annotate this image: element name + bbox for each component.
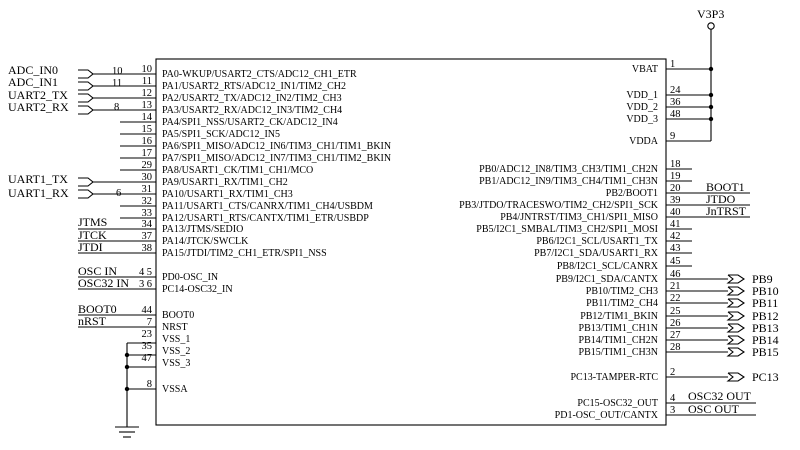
- net-uart1-rx: UART1_RX: [8, 186, 69, 200]
- right-pin-label: PB1/ADC12_IN9/TIM3_CH4/TIM1_CH3N: [479, 176, 658, 187]
- left-pin-label: PA15/JTDI/TIM2_CH1_ETR/SPI1_NSS: [162, 248, 327, 259]
- junction-dot: [125, 365, 129, 369]
- right-pin-label: PB8/I2C1_SCL/CANRX: [556, 261, 658, 272]
- right-pin-number: 40: [670, 207, 681, 218]
- left-pin-number: 37: [141, 231, 152, 242]
- net-jtdi: JTDI: [78, 240, 103, 254]
- net-pb13: PB13: [752, 321, 779, 335]
- net-jtdo: JTDO: [706, 192, 736, 206]
- net-adc-in1: ADC_IN1: [8, 75, 58, 89]
- power-pin-label: VDD_1: [626, 90, 658, 101]
- right-pin-number: 22: [670, 293, 681, 304]
- net-adc-in0: ADC_IN0: [8, 63, 58, 77]
- junction-dot: [125, 387, 129, 391]
- left-pin-label: PA5/SPI1_SCK/ADC12_IN5: [162, 129, 280, 140]
- right-pin-number: 4: [670, 393, 676, 404]
- wire-index-label: 6: [116, 188, 122, 199]
- left-pin-label: PA13/JTMS/SEDIO: [162, 224, 244, 235]
- left-pin-label: PA9/USART1_RX/TIM1_CH2: [162, 177, 288, 188]
- right-pin-label: PB2/BOOT1: [605, 188, 658, 199]
- power-pin-number: 36: [670, 97, 681, 108]
- left-pin-label: PA11/USART1_CTS/CANRX/TIM1_CH4/USBDM: [162, 201, 373, 212]
- net-boot0: BOOT0: [78, 302, 117, 316]
- net-osc-in: OSC IN: [78, 264, 118, 278]
- left-pin-label: PA3/USART2_RX/ADC12_IN3/TIM2_CH4: [162, 105, 343, 116]
- net-jtck: JTCK: [78, 228, 107, 242]
- left-pin-number: 6: [146, 279, 152, 290]
- right-pin-number: 42: [670, 231, 681, 242]
- right-pin-number: 41: [670, 219, 681, 230]
- wire-index-label: 11: [112, 78, 123, 89]
- left-pin-number: 32: [141, 196, 152, 207]
- left-pin-number: 10: [141, 64, 152, 75]
- left-pin-label: PC14-OSC32_IN: [162, 284, 233, 295]
- net-pb9: PB9: [752, 272, 773, 286]
- left-pin-number: 14: [141, 112, 152, 123]
- right-pin-label: PB10/TIM2_CH3: [585, 286, 658, 297]
- left-pin-number: 44: [141, 305, 152, 316]
- net-jntrst: JnTRST: [706, 204, 747, 218]
- net-osc32-in: OSC32 IN: [78, 276, 130, 290]
- v3p3-label: V3P3: [697, 7, 725, 21]
- net-pb10: PB10: [752, 284, 779, 298]
- power-pin-label: VDD_3: [626, 114, 658, 125]
- right-pin-number: 45: [670, 256, 681, 267]
- left-pin-label: BOOT0: [162, 310, 195, 321]
- right-pin-number: 26: [670, 318, 681, 329]
- left-pin-label: PA7/SPI1_MISO/ADC12_IN7/TIM3_CH1/TIM2_BKIN: [162, 153, 392, 164]
- left-pin-number: 38: [141, 243, 152, 254]
- right-pin-number: 3: [670, 405, 676, 416]
- left-net-labels: [8, 63, 156, 328]
- right-pin-number: 39: [670, 195, 681, 206]
- junction-dot: [125, 353, 129, 357]
- right-pin-label: PB7/I2C1_SDA/USART1_RX: [534, 248, 658, 259]
- right-pin-label: PB15/TIM1_CH3N: [578, 347, 658, 358]
- left-pin-number: 30: [141, 172, 152, 183]
- wire-index-label: 4: [139, 267, 145, 278]
- left-pin-number: 29: [141, 160, 152, 171]
- net-osc32-out: OSC32 OUT: [688, 389, 752, 403]
- wire-index-label: 3: [139, 279, 145, 290]
- net-boot1: BOOT1: [706, 180, 745, 194]
- left-pin-label: VSS_1: [162, 334, 191, 345]
- right-net-labels: [666, 180, 779, 416]
- left-pin-label: VSSA: [162, 384, 188, 395]
- right-pin-number: 19: [670, 171, 681, 182]
- right-pin-label: PB11/TIM2_CH4: [586, 298, 658, 309]
- left-pin-number: 33: [141, 208, 152, 219]
- net-pb11: PB11: [752, 296, 779, 310]
- net-pc13: PC13: [752, 370, 779, 384]
- right-pin-number: 46: [670, 269, 681, 280]
- net-jtms: JTMS: [78, 215, 108, 229]
- right-pin-number: 18: [670, 159, 681, 170]
- pin-layer: [120, 59, 711, 421]
- right-pin-label: PB0/ADC12_IN8/TIM3_CH3/TIM1_CH2N: [479, 164, 658, 175]
- net-pb15: PB15: [752, 345, 779, 359]
- right-pin-label: PC13-TAMPER-RTC: [570, 372, 658, 383]
- right-pin-number: 43: [670, 243, 681, 254]
- left-pin-number: 35: [141, 341, 152, 352]
- left-pin-number: 11: [141, 76, 152, 87]
- right-pin-number: 25: [670, 306, 681, 317]
- left-pin-label: PA12/USART1_RTS/CANTX/TIM1_ETR/USBDP: [162, 213, 369, 224]
- left-pin-number: 47: [141, 353, 152, 364]
- net-nrst: nRST: [78, 314, 107, 328]
- wire-index-label: 8: [114, 102, 120, 113]
- power-pin-label: VDD_2: [626, 102, 658, 113]
- net-osc-out: OSC OUT: [688, 402, 740, 416]
- right-pin-number: 28: [670, 342, 681, 353]
- right-pin-label: PB12/TIM1_BKIN: [580, 311, 658, 322]
- right-pin-label: PC15-OSC32_OUT: [577, 398, 658, 409]
- right-pin-number: 20: [670, 183, 681, 194]
- right-pin-label: PB4/JNTRST/TIM3_CH1/SPI1_MISO: [500, 212, 658, 223]
- right-pin-number: 27: [670, 330, 681, 341]
- net-uart2-rx: UART2_RX: [8, 100, 69, 114]
- left-pin-number: 16: [141, 136, 152, 147]
- right-pin-label: PB3/JTDO/TRACESWO/TIM2_CH2/SPI1_SCK: [459, 200, 658, 211]
- power-pin-label: VBAT: [631, 64, 658, 75]
- left-pin-number: 13: [141, 100, 152, 111]
- left-pin-number: 8: [146, 379, 152, 390]
- left-pin-label: PA4/SPI1_NSS/USART2_CK/ADC12_IN4: [162, 117, 338, 128]
- left-pin-label: PA8/USART1_CK/TIM1_CH1/MCO: [162, 165, 314, 176]
- left-pin-label: PA10/USART1_RX/TIM1_CH3: [162, 189, 293, 200]
- power-pin-number: 1: [670, 59, 676, 70]
- left-pin-number: 17: [141, 148, 152, 159]
- net-pb14: PB14: [752, 333, 779, 347]
- left-pin-label: PA0-WKUP/USART2_CTS/ADC12_CH1_ETR: [162, 69, 357, 80]
- left-pin-number: 34: [141, 219, 152, 230]
- ground-symbol-icon: [115, 427, 139, 437]
- right-pin-number: 21: [670, 281, 681, 292]
- left-pin-number: 31: [141, 184, 152, 195]
- power-pin-number: 9: [670, 131, 676, 142]
- net-pb12: PB12: [752, 309, 779, 323]
- right-pin-label: PB5/I2C1_SMBAL/TIM3_CH2/SPI1_MOSI: [476, 224, 658, 235]
- v3p3-power-rail: [697, 7, 724, 141]
- left-pin-label: VSS_2: [162, 346, 191, 357]
- right-pin-label: PB6/I2C1_SCL/USART1_TX: [536, 236, 658, 247]
- right-pin-label: PB9/I2C1_SDA/CANTX: [555, 274, 658, 285]
- left-pin-number: 5: [146, 267, 152, 278]
- right-pin-label: PB14/TIM1_CH2N: [578, 335, 658, 346]
- power-port-icon: [708, 23, 714, 29]
- left-pin-label: PA6/SPI1_MISO/ADC12_IN6/TIM3_CH1/TIM1_BKIN: [162, 141, 392, 152]
- net-uart1-tx: UART1_TX: [8, 172, 68, 186]
- left-pin-label: PA14/JTCK/SWCLK: [162, 236, 249, 247]
- left-pin-label: PA1/USART2_RTS/ADC12_IN1/TIM2_CH2: [162, 81, 347, 92]
- left-pin-number: 7: [146, 317, 152, 328]
- left-pin-label: PD0-OSC_IN: [162, 272, 219, 283]
- right-pin-label: PD1-OSC_OUT/CANTX: [554, 410, 658, 421]
- wire-index-label: 10: [112, 66, 123, 77]
- right-pin-number: 2: [670, 367, 676, 378]
- power-pin-number: 24: [670, 85, 681, 96]
- left-pin-label: NRST: [162, 322, 188, 333]
- left-pin-label: VSS_3: [162, 358, 191, 369]
- left-pin-label: PA2/USART2_TX/ADC12_IN2/TIM2_CH3: [162, 93, 342, 104]
- net-uart2-tx: UART2_TX: [8, 88, 68, 102]
- left-pin-number: 23: [141, 329, 152, 340]
- left-pin-number: 12: [141, 88, 152, 99]
- left-pin-number: 15: [141, 124, 152, 135]
- power-pin-label: VDDA: [629, 136, 658, 147]
- power-pin-number: 48: [670, 109, 681, 120]
- right-pin-label: PB13/TIM1_CH1N: [578, 323, 658, 334]
